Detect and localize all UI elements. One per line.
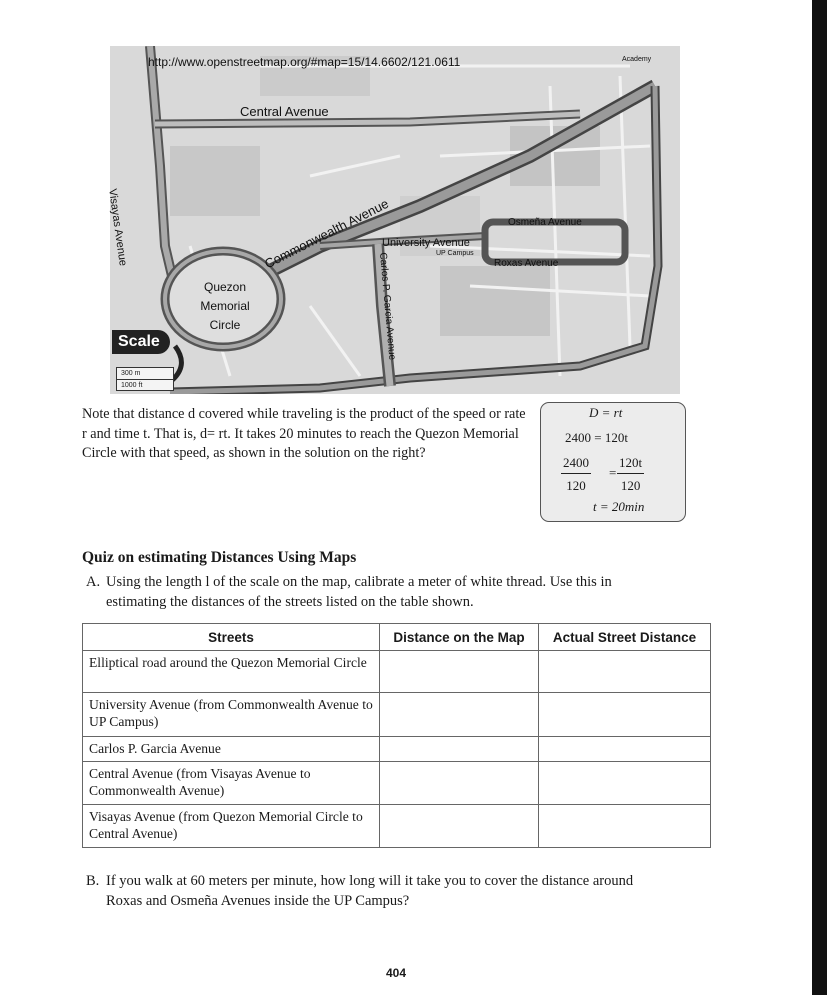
solution-fraction-left: [561, 455, 591, 494]
header-streets: Streets: [83, 624, 380, 651]
note-paragraph: Note that distance d covered while traveling is the product of the speed or rate r and time t. That is, d= rt. It takes 20 minutes to reach the Quezon Memorial Circle with that speed, as shown in the solution on the right?: [82, 406, 526, 462]
actual-distance-cell[interactable]: [539, 737, 711, 762]
table-row: [83, 805, 711, 848]
street-cell: Central Avenue (from Visayas Avenue to Commonwealth Avenue): [83, 762, 380, 805]
solution-fraction-right: [617, 455, 644, 494]
label-up-campus: UP Campus: [436, 250, 474, 257]
item-a-marker: A.: [86, 574, 101, 590]
item-b-line-1: If you walk at 60 meters per minute, how long will it take you to cover the distance around: [106, 873, 634, 889]
table-row: [83, 762, 711, 805]
scale-feet: 1000 ft: [121, 382, 143, 389]
frac-right-num: 120t: [617, 455, 644, 474]
header-actual-distance: Actual Street Distance: [539, 624, 711, 651]
table-row: [83, 651, 711, 693]
item-b-marker: B.: [86, 873, 100, 889]
street-cell: Visayas Avenue (from Quezon Memorial Circle to Central Avenue): [83, 805, 380, 848]
item-b-line-2: Roxas and Osmeña Avenues inside the UP Campus?: [106, 893, 410, 909]
table-row: [83, 693, 711, 737]
label-osmena-avenue: Osmeña Avenue: [508, 217, 582, 228]
item-a-line-1: Using the length l of the scale on the map, calibrate a meter of white thread. Use this in: [106, 574, 612, 590]
label-visayas-avenue: Visayas Avenue: [106, 188, 129, 267]
map-distance-cell[interactable]: [380, 762, 539, 805]
frac-left-num: 2400: [561, 455, 591, 474]
table-row: [83, 737, 711, 762]
page-number: 404: [386, 966, 407, 980]
label-carlos-garcia-avenue: Carlos P. Garcia Avenue: [377, 252, 398, 361]
item-a-line-2: estimating the distances of the streets listed on the table shown.: [106, 594, 474, 610]
street-cell: Elliptical road around the Quezon Memorial Circle: [83, 651, 380, 693]
viewer-edge-bar: [812, 0, 827, 995]
label-university-avenue: University Avenue: [382, 237, 470, 249]
header-distance-on-map: Distance on the Map: [380, 624, 539, 651]
table-header-row: [83, 624, 711, 651]
actual-distance-cell[interactable]: [539, 762, 711, 805]
quiz-title: Quiz on estimating Distances Using Maps: [82, 549, 357, 566]
street-cell: University Avenue (from Commonwealth Avenue to UP Campus): [83, 693, 380, 737]
solution-line-1: D = rt: [589, 405, 623, 420]
actual-distance-cell[interactable]: [539, 805, 711, 848]
map-distance-cell[interactable]: [380, 737, 539, 762]
scale-label: Scale: [112, 330, 170, 354]
label-commonwealth-avenue: Commonwealth Avenue: [262, 195, 391, 272]
map-distance-cell[interactable]: [380, 651, 539, 693]
solution-equals: =: [609, 465, 617, 480]
street-cell: Carlos P. Garcia Avenue: [83, 737, 380, 762]
solution-line-4: t = 20min: [593, 499, 645, 514]
label-academy: Academy: [622, 56, 652, 63]
solution-line-2: 2400 = 120t: [565, 430, 628, 445]
frac-left-den: 120: [566, 478, 586, 493]
frac-right-den: 120: [620, 478, 641, 493]
map-distance-cell[interactable]: [380, 693, 539, 737]
actual-distance-cell[interactable]: [539, 693, 711, 737]
map-distance-cell[interactable]: [380, 805, 539, 848]
scale-meters: 300 m: [117, 368, 173, 380]
label-central-avenue: Central Avenue: [240, 104, 329, 119]
scale-bar: [116, 367, 174, 391]
actual-distance-cell[interactable]: [539, 651, 711, 693]
distance-table: [82, 623, 711, 848]
label-roxas-avenue: Roxas Avenue: [494, 258, 559, 269]
quiz-item-b: [86, 871, 726, 911]
quiz-item-a: [86, 572, 726, 612]
map-url: http://www.openstreetmap.org/#map=15/14.6602/121.0611: [148, 55, 461, 69]
label-quezon-memorial-circle: Quezon Memorial Circle: [200, 280, 250, 332]
solution-box: [540, 402, 686, 522]
